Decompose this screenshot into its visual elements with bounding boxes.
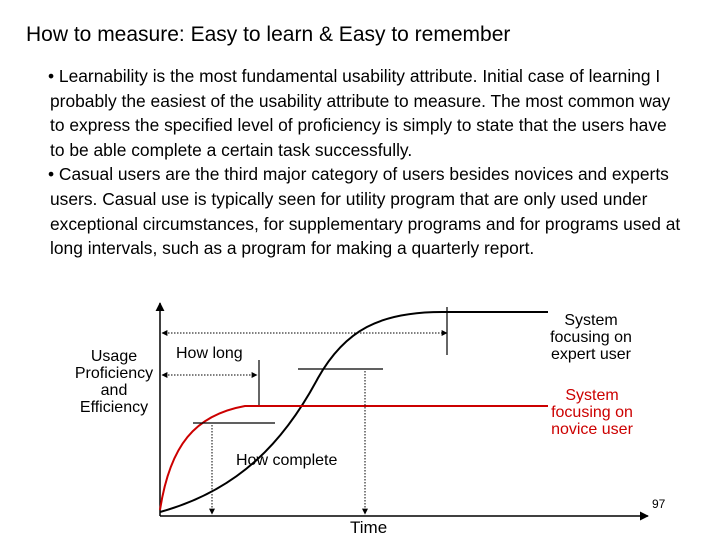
slide-title: How to measure: Easy to learn & Easy to remember xyxy=(26,23,511,46)
how-complete-label: How complete xyxy=(236,452,338,469)
x-axis-label: Time xyxy=(350,518,388,537)
novice-user-curve xyxy=(160,406,548,510)
page-number: 97 xyxy=(652,497,666,511)
bullet-casual-users: • Casual users are the third major category of users besides novices and experts users. Casual use is typically seen for utility program that are only used under exceptional circumstances, for supplementary programs and for programs used at long intervals, such as a program for making a quarterly report. xyxy=(48,164,681,259)
y-axis-label: Usage Proficiency and Efficiency xyxy=(74,348,154,416)
novice-system-label: System focusing on novice user xyxy=(551,387,633,438)
expert-user-curve xyxy=(160,312,548,512)
bullet-learnability: • Learnability is the most fundamental usability attribute. Initial case of learning I probably the easiest of the usability attribute to measure. The most common way to express the specified level of proficiency is simply to state that the users have to be able complete a certain task successfully. xyxy=(48,66,671,160)
expert-system-label: System focusing on expert user xyxy=(550,312,632,363)
how-long-label: How long xyxy=(176,345,243,362)
